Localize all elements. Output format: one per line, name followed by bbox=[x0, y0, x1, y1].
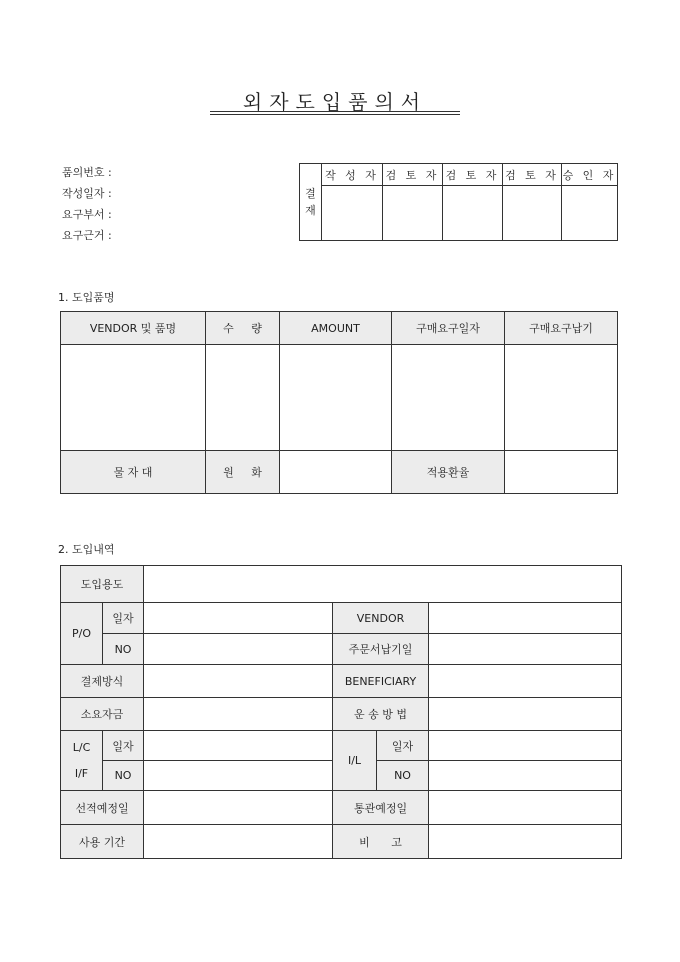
label-vendor: VENDOR bbox=[333, 603, 429, 634]
cell-exchange-rate[interactable] bbox=[505, 451, 618, 494]
cell-request-due[interactable] bbox=[505, 345, 618, 451]
signature-cell-writer[interactable] bbox=[322, 186, 383, 241]
department-label: 요구부서 : bbox=[62, 208, 112, 221]
doc-number-label: 품의번호 : bbox=[62, 166, 112, 179]
label-funds: 소요자금 bbox=[61, 698, 144, 731]
title-underline bbox=[210, 111, 460, 112]
label-po: P/O bbox=[61, 603, 103, 665]
cell-ship-date[interactable] bbox=[144, 791, 333, 825]
label-shipping: 운 송 방 법 bbox=[333, 698, 429, 731]
cell-quantity[interactable] bbox=[206, 345, 280, 451]
cell-po-date[interactable] bbox=[144, 603, 333, 634]
cell-shipping[interactable] bbox=[429, 698, 622, 731]
signature-cell-reviewer-1[interactable] bbox=[383, 186, 443, 241]
label-il-date: 일자 bbox=[377, 731, 429, 761]
cell-vendor-name[interactable] bbox=[429, 603, 622, 634]
cell-il-date[interactable] bbox=[429, 731, 622, 761]
signature-cell-reviewer-2[interactable] bbox=[443, 186, 503, 241]
approval-table bbox=[299, 163, 618, 241]
cell-po-no[interactable] bbox=[144, 634, 333, 665]
cell-lc-no[interactable] bbox=[144, 761, 333, 791]
label-lc-no: NO bbox=[103, 761, 144, 791]
signature-cell-approver[interactable] bbox=[562, 186, 618, 241]
label-exchange-rate: 적용환율 bbox=[392, 451, 505, 494]
label-order-due: 주문서납기일 bbox=[333, 634, 429, 665]
cell-beneficiary[interactable] bbox=[429, 665, 622, 698]
approval-role-reviewer-1: 검 토 자 bbox=[383, 164, 443, 186]
label-customs-date: 통관예정일 bbox=[333, 791, 429, 825]
label-purpose: 도입용도 bbox=[61, 566, 144, 603]
label-material-cost: 물 자 대 bbox=[61, 451, 206, 494]
signature-cell-reviewer-3[interactable] bbox=[503, 186, 562, 241]
cell-customs-date[interactable] bbox=[429, 791, 622, 825]
header-quantity: 수 량 bbox=[206, 312, 280, 345]
detail-table bbox=[60, 565, 622, 859]
approval-role-reviewer-2: 검 토 자 bbox=[443, 164, 503, 186]
approval-role-writer: 작 성 자 bbox=[322, 164, 383, 186]
cell-payment[interactable] bbox=[144, 665, 333, 698]
cell-vendor[interactable] bbox=[61, 345, 206, 451]
cell-il-no[interactable] bbox=[429, 761, 622, 791]
cell-order-due[interactable] bbox=[429, 634, 622, 665]
header-vendor: VENDOR 및 품명 bbox=[61, 312, 206, 345]
approval-side-top: 결 bbox=[305, 187, 316, 200]
section1-title: 1. 도입품명 bbox=[58, 291, 115, 304]
label-usage-period: 사용 기간 bbox=[61, 825, 144, 859]
label-po-no: NO bbox=[103, 634, 144, 665]
header-request-date: 구매요구일자 bbox=[392, 312, 505, 345]
cell-remarks[interactable] bbox=[429, 825, 622, 859]
approval-side-bottom: 재 bbox=[305, 204, 316, 217]
label-po-date: 일자 bbox=[103, 603, 144, 634]
section2-title: 2. 도입내역 bbox=[58, 543, 115, 556]
label-il: I/L bbox=[333, 731, 377, 791]
cell-lc-date[interactable] bbox=[144, 731, 333, 761]
approval-role-approver: 승 인 자 bbox=[562, 164, 618, 186]
cell-amount[interactable] bbox=[280, 345, 392, 451]
approval-side-label bbox=[300, 164, 322, 241]
label-ship-date: 선적예정일 bbox=[61, 791, 144, 825]
label-lc-date: 일자 bbox=[103, 731, 144, 761]
date-label: 작성일자 : bbox=[62, 187, 112, 200]
basis-label: 요구근거 : bbox=[62, 229, 112, 242]
label-remarks: 비 고 bbox=[333, 825, 429, 859]
header-amount: AMOUNT bbox=[280, 312, 392, 345]
label-payment: 결제방식 bbox=[61, 665, 144, 698]
header-request-due: 구매요구납기 bbox=[505, 312, 618, 345]
cell-currency[interactable] bbox=[280, 451, 392, 494]
cell-request-date[interactable] bbox=[392, 345, 505, 451]
item-table bbox=[60, 311, 618, 494]
label-lc: L/C bbox=[72, 740, 91, 754]
cell-purpose[interactable] bbox=[144, 566, 622, 603]
approval-role-reviewer-3: 검 토 자 bbox=[503, 164, 562, 186]
cell-funds[interactable] bbox=[144, 698, 333, 731]
label-if: I/F bbox=[74, 766, 89, 780]
label-beneficiary: BENEFICIARY bbox=[333, 665, 429, 698]
title-underline-double bbox=[210, 114, 460, 115]
document-title: 외자도입품의서 bbox=[242, 90, 428, 114]
cell-usage-period[interactable] bbox=[144, 825, 333, 859]
label-lc-if bbox=[61, 731, 103, 791]
label-il-no: NO bbox=[377, 761, 429, 791]
label-currency: 원 화 bbox=[206, 451, 280, 494]
